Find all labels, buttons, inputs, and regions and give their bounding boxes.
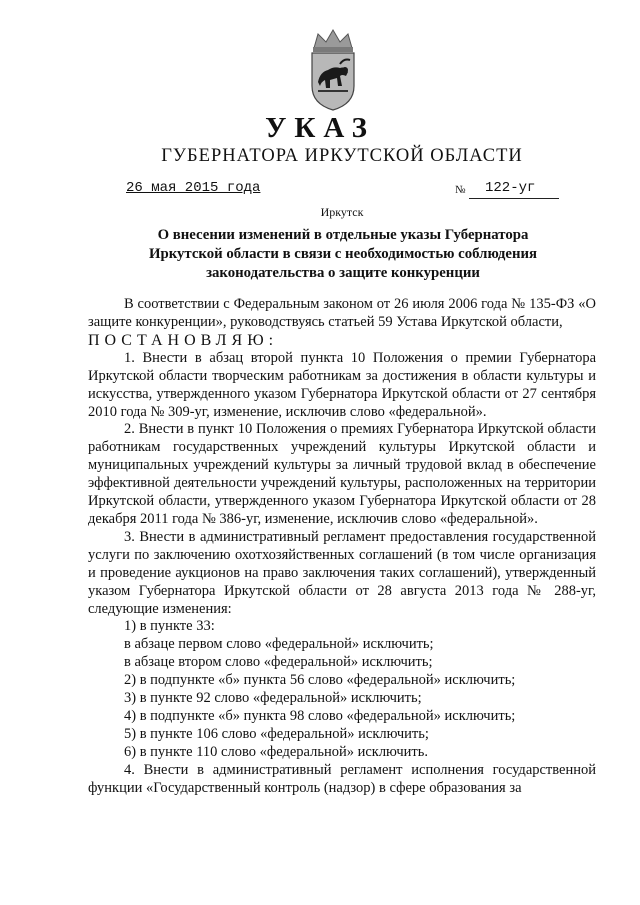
list-item: 3) в пункте 92 слово «федеральной» исключить; <box>124 690 422 707</box>
paragraph-3: 3. Внести в административный регламент предоставления государственной услуги по заключению охотхозяйственных соглашений (в том числе организация и проведение аукционов на право заключения таких соглашений), утвержденный указом Губернатора Иркутской области от 28 августа 2013 года № 288-уг, следующие изменения: <box>88 528 596 617</box>
document-city: Иркутск <box>320 205 364 219</box>
list-item: в абзаце втором слово «федеральной» исключить; <box>124 654 433 671</box>
number-value: 122-уг <box>485 180 536 196</box>
list-item: 4) в подпункте «б» пункта 98 слово «федеральной» исключить; <box>124 707 516 724</box>
document-heading: О внесении изменений в отдельные указы Губернатора Иркутской области в связи с необходимостью соблюдения законодательства о защите конкуренции <box>148 227 538 281</box>
number-sign: № <box>455 184 466 196</box>
irkutsk-coat-of-arms-icon <box>304 28 362 112</box>
list-item: 6) в пункте 110 слово «федеральной» исключить. <box>124 743 428 760</box>
document-number <box>455 182 559 200</box>
document-body <box>88 296 596 797</box>
decree-word: ПОСТАНОВЛЯЮ: <box>88 331 279 349</box>
paragraph-1: 1. Внести в абзац второй пункта 10 Положения о премии Губернатора Иркутской области творческим работникам за достижения в области культуры и искусства, утвержденного указом Губернатора Иркутской области от 27 сентября 2010 года № 309-уг, изменение, исключив слово «федеральной». <box>88 349 596 420</box>
list-item: 1) в пункте 33: <box>124 618 215 635</box>
list-item: 2) в подпункте «б» пункта 56 слово «федеральной» исключить; <box>124 672 516 689</box>
document-subtitle: ГУБЕРНАТОРА ИРКУТСКОЙ ОБЛАСТИ <box>161 146 523 166</box>
list-item: 5) в пункте 106 слово «федеральной» исключить; <box>124 725 429 742</box>
document-date: 26 мая 2015 года <box>126 180 261 196</box>
document-title: УКАЗ <box>265 112 375 144</box>
intro-paragraph: В соответствии с Федеральным законом от 26 июля 2006 года № 135-ФЗ «О защите конкуренции», руководствуясь статьей 59 Устава Иркутской области, <box>88 296 596 330</box>
paragraph-2: 2. Внести в пункт 10 Положения о премиях Губернатора Иркутской области работникам государственных учреждений культуры Иркутской области и муниципальных учреждений культуры за личный трудовой вклад в обеспечение эффективной деятельности учреждений культуры, расположенных на территории Иркутской области, утвержденного указом Губернатора Иркутской области от 28 декабря 2011 года № 386-уг, изменение, исключив слово «федеральной». <box>88 421 596 527</box>
list-item: в абзаце первом слово «федеральной» исключить; <box>124 636 434 653</box>
number-underline <box>469 198 559 199</box>
paragraph-4: 4. Внести в административный регламент исполнения государственной функции «Государственный контроль (надзор) в сфере образования за <box>88 761 596 796</box>
